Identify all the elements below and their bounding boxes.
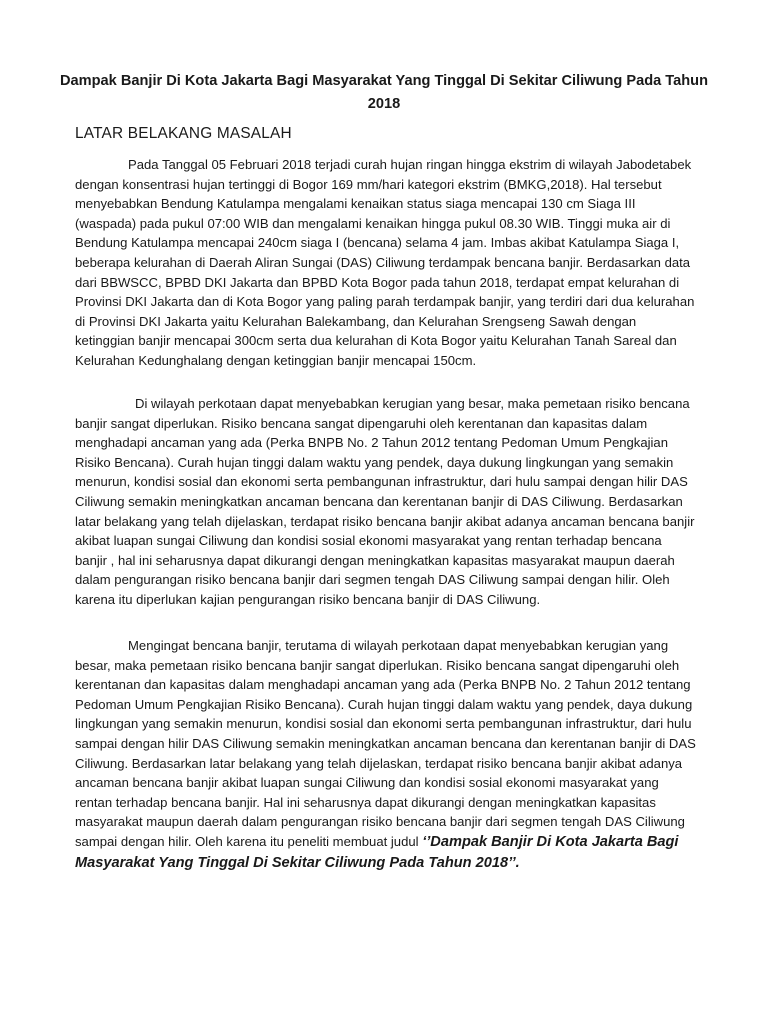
section-heading: LATAR BELAKANG MASALAH — [75, 125, 292, 142]
paragraph-2-text: Di wilayah perkotaan dapat menyebabkan kerugian yang besar, maka pemetaan risiko bencana banjir sangat diperlukan. Risiko bencana sangat dipengaruhi oleh kerentanan dan kapasitas dalam menghadapi ancaman yang ada (Perka BNPB No. 2 Tahun 2012 tentang Pedoman Umum Pengkajian Risiko Bencana). Curah hujan tinggi dalam waktu yang pendek, daya dukung lingkungan yang semakin menurun, kondisi sosial dan ekonomi serta pembangunan infrastruktur, dari hulu sampai dengan hilir DAS Ciliwung semakin meningkatkan ancaman bencana dan kerentanan banjir di DAS Ciliwung. Berdasarkan latar belakang yang telah dijelaskan, terdapat risiko bencana banjir akibat adanya ancaman bencana banjir akibat luapan sungai Ciliwung dan kondisi sosial ekonomi masyarakat yang rentan terhadap bencana banjir , hal ini seharusnya dapat dikurangi dengan meningkatkan kapasitas masyarakat maupun daerah dalam pengurangan risiko bencana banjir dari segmen tengah DAS Ciliwung sampai dengan hilir. Oleh karena itu diperlukan kajian pengurangan risiko bencana banjir di DAS Ciliwung. — [75, 396, 695, 607]
paragraph-3-text: Mengingat bencana banjir, terutama di wilayah perkotaan dapat menyebabkan kerugian yang besar, maka pemetaan risiko bencana banjir sangat diperlukan. Risiko bencana sangat dipengaruhi oleh kerentanan dan kapasitas dalam menghadapi ancaman yang ada (Perka BNPB No. 2 Tahun 2012 tentang Pedoman Umum Pengkajian Risiko Bencana). Curah hujan tinggi dalam waktu yang pendek, daya dukung lingkungan yang semakin menurun, kondisi sosial dan ekonomi serta pembangunan infrastruktur, dari hulu sampai dengan hilir DAS Ciliwung semakin meningkatkan ancaman bencana dan kerentanan banjir di DAS Ciliwung. Berdasarkan latar belakang yang telah dijelaskan, terdapat risiko bencana banjir akibat adanya ancaman bencana banjir akibat luapan sungai Ciliwung dan kondisi sosial ekonomi masyarakat yang rentan terhadap bencana banjir. Hal ini seharusnya dapat dikurangi dengan meningkatkan kapasitas masyarakat maupun daerah dalam pengurangan risiko bencana banjir dari segmen tengah DAS Ciliwung sampai dengan hilir. Oleh karena itu peneliti membuat judul — [75, 638, 696, 849]
document-title: Dampak Banjir Di Kota Jakarta Bagi Masyarakat Yang Tinggal Di Sekitar Ciliwung Pada Tahun 2018 — [60, 73, 708, 112]
paragraph-2 — [75, 394, 697, 610]
paragraph-1 — [75, 155, 697, 371]
research-title-emphasis: ‘’Dampak Banjir Di Kota Jakarta Bagi Masyarakat Yang Tinggal Di Sekitar Ciliwung Pada Tahun 2018’’. — [75, 833, 679, 871]
paragraph-1-text: Pada Tanggal 05 Februari 2018 terjadi curah hujan ringan hingga ekstrim di wilayah Jabodetabek dengan konsentrasi hujan tertinggi di Bogor 169 mm/hari kategori ekstrim (BMKG,2018). Hal tersebut menyebabkan Bendung Katulampa mengalami kenaikan status siaga mencapai 130 cm Siaga III (waspada) pada pukul 07:00 WIB dan mengalami kenaikan hingga pukul 08.30 WIB. Tinggi muka air di Bendung Katulampa mencapai 240cm siaga I (bencana) selama 4 jam. Imbas akibat Katulampa Siaga I, beberapa kelurahan di Daerah Aliran Sungai (DAS) Ciliwung terdampak bencana banjir. Berdasarkan data dari BBWSCC, BPBD DKI Jakarta dan BPBD Kota Bogor pada tahun 2018, terdapat empat kelurahan di Provinsi DKI Jakarta dan di Kota Bogor yang paling parah terdampak banjir, yang terdiri dari dua kelurahan di Provinsi DKI Jakarta yaitu Kelurahan Balekambang, dan Kelurahan Srengseng Sawah dengan ketinggian banjir mencapai 300cm serta dua kelurahan di Kota Bogor yaitu Kelurahan Tanah Sareal dan Kelurahan Kedunghalang dengan ketinggian banjir mencapai 150cm. — [75, 157, 695, 368]
paragraph-3 — [75, 636, 697, 873]
